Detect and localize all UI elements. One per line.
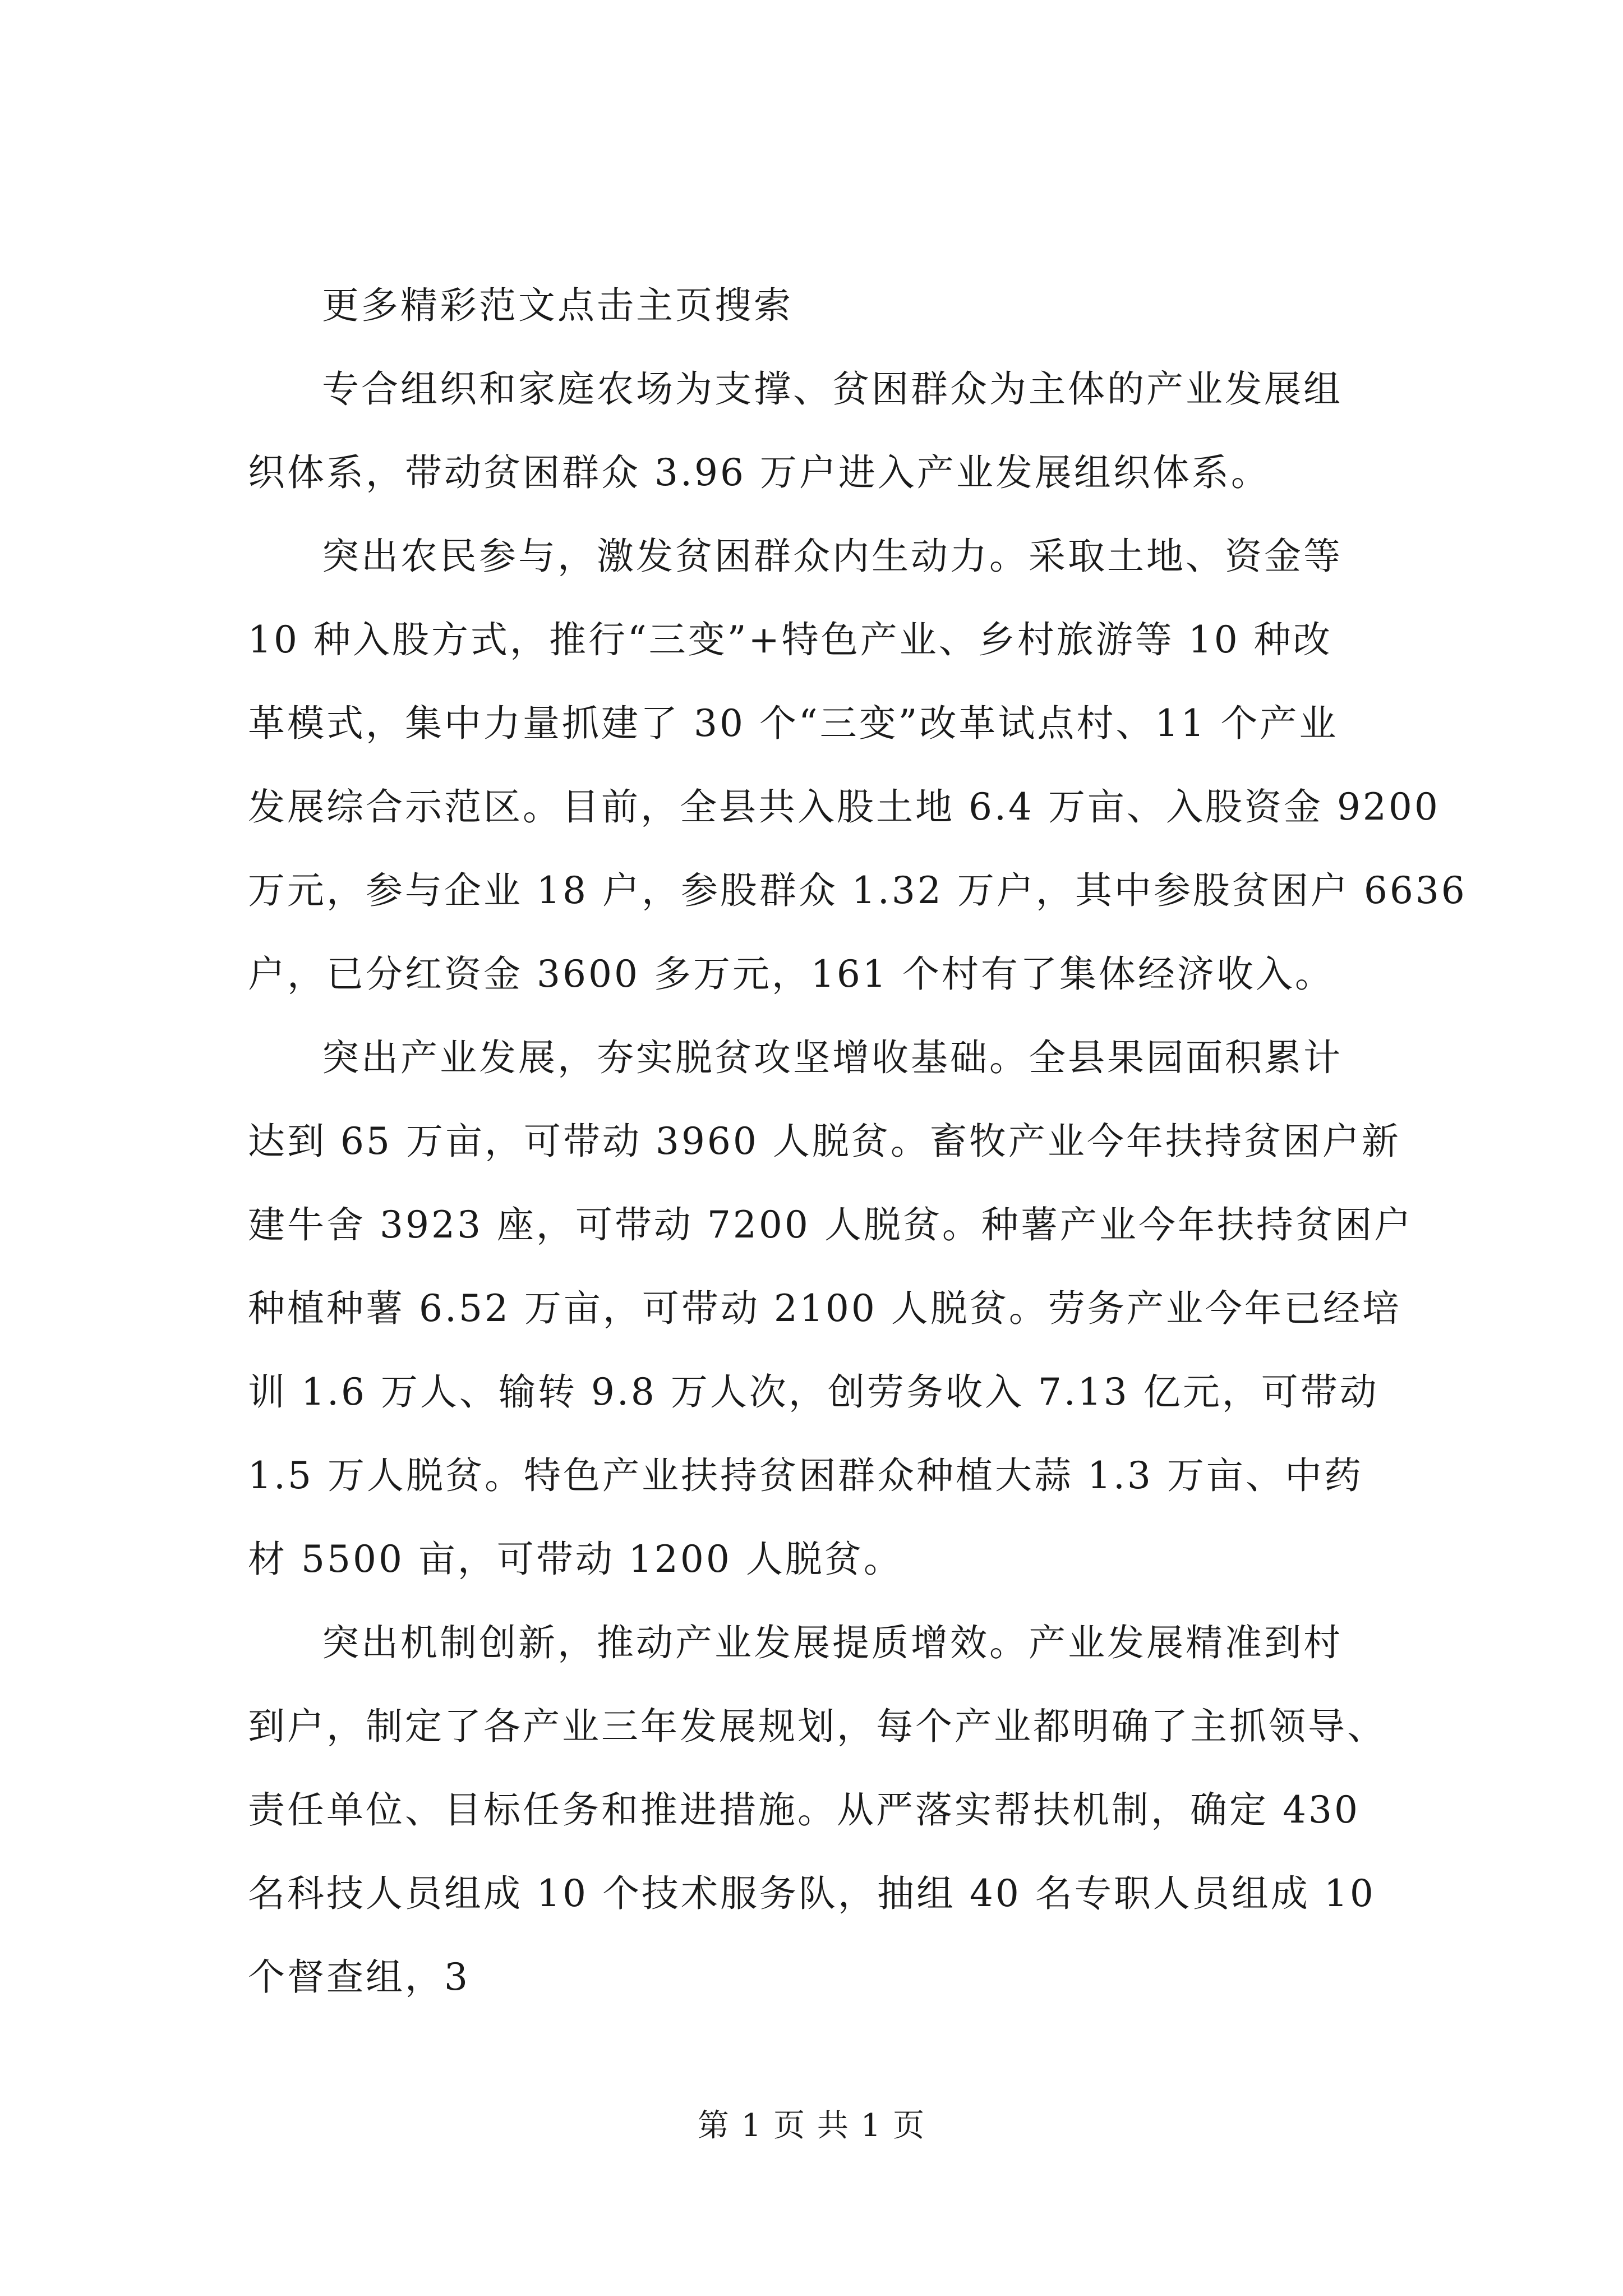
paragraph-line: 到户，制定了各产业三年发展规划，每个产业都明确了主抓领导、 <box>248 1705 1386 1748</box>
header-note <box>248 264 1417 347</box>
paragraph-line: 发展综合示范区。目前，全县共入股土地 6.4 万亩、入股资金 9200 <box>248 785 1440 829</box>
document-body <box>248 264 1467 2019</box>
page-number-label: 第 1 页 共 1 页 <box>697 2108 926 2144</box>
page-footer <box>0 2106 1623 2146</box>
paragraph-line: 革模式，集中力量抓建了 30 个“三变”改革试点村、11 个产业 <box>248 702 1339 745</box>
paragraph-line: 10 种入股方式，推行“三变”+特色产业、乡村旅游等 10 种改 <box>248 618 1332 661</box>
paragraph-line: 训 1.6 万人、输转 9.8 万人次，创劳务收入 7.13 亿元，可带动 <box>248 1370 1379 1414</box>
paragraph-line: 达到 65 万亩，可带动 3960 人脱贫。畜牧产业今年扶持贫困户新 <box>248 1120 1401 1163</box>
paragraph-line: 材 5500 亩，可带动 1200 人脱贫。 <box>248 1538 903 1581</box>
paragraph-line: 突出农民参与，激发贫困群众内生动力。采取土地、资金等 <box>322 535 1343 578</box>
paragraph-line: 织体系，带动贫困群众 3.96 万户进入产业发展组织体系。 <box>248 451 1270 494</box>
paragraph-line: 万元，参与企业 18 户，参股群众 1.32 万户，其中参股贫困户 6636 <box>248 869 1467 912</box>
paragraph-line: 户，已分红资金 3600 多万元，161 个村有了集体经济收入。 <box>248 953 1334 996</box>
paragraph-3 <box>248 1016 1417 1601</box>
paragraph-2 <box>248 514 1467 1016</box>
paragraph-line: 个督查组，3 <box>248 1955 470 1999</box>
paragraph-line: 突出机制创新，推动产业发展提质增效。产业发展精准到村 <box>322 1621 1343 1664</box>
paragraph-4 <box>248 1601 1417 2019</box>
paragraph-line: 突出产业发展，夯实脱贫攻坚增收基础。全县果园面积累计 <box>322 1036 1343 1079</box>
paragraph-line: 1.5 万人脱贫。特色产业扶持贫困群众种植大蒜 1.3 万亩、中药 <box>248 1454 1363 1497</box>
paragraph-line: 责任单位、目标任务和推进措施。从严落实帮扶机制，确定 430 <box>248 1788 1360 1832</box>
paragraph-1 <box>248 347 1417 514</box>
paragraph-line: 建牛舍 3923 座，可带动 7200 人脱贫。种薯产业今年扶持贫困户 <box>248 1203 1413 1246</box>
paragraph-line: 名科技人员组成 10 个技术服务队，抽组 40 名专职人员组成 10 <box>248 1872 1376 1915</box>
paragraph-line: 专合组织和家庭农场为支撑、贫困群众为主体的产业发展组 <box>322 367 1343 411</box>
paragraph-line: 种植种薯 6.52 万亩，可带动 2100 人脱贫。劳务产业今年已经培 <box>248 1287 1401 1330</box>
header-note-text: 更多精彩范文点击主页搜索 <box>322 284 793 327</box>
